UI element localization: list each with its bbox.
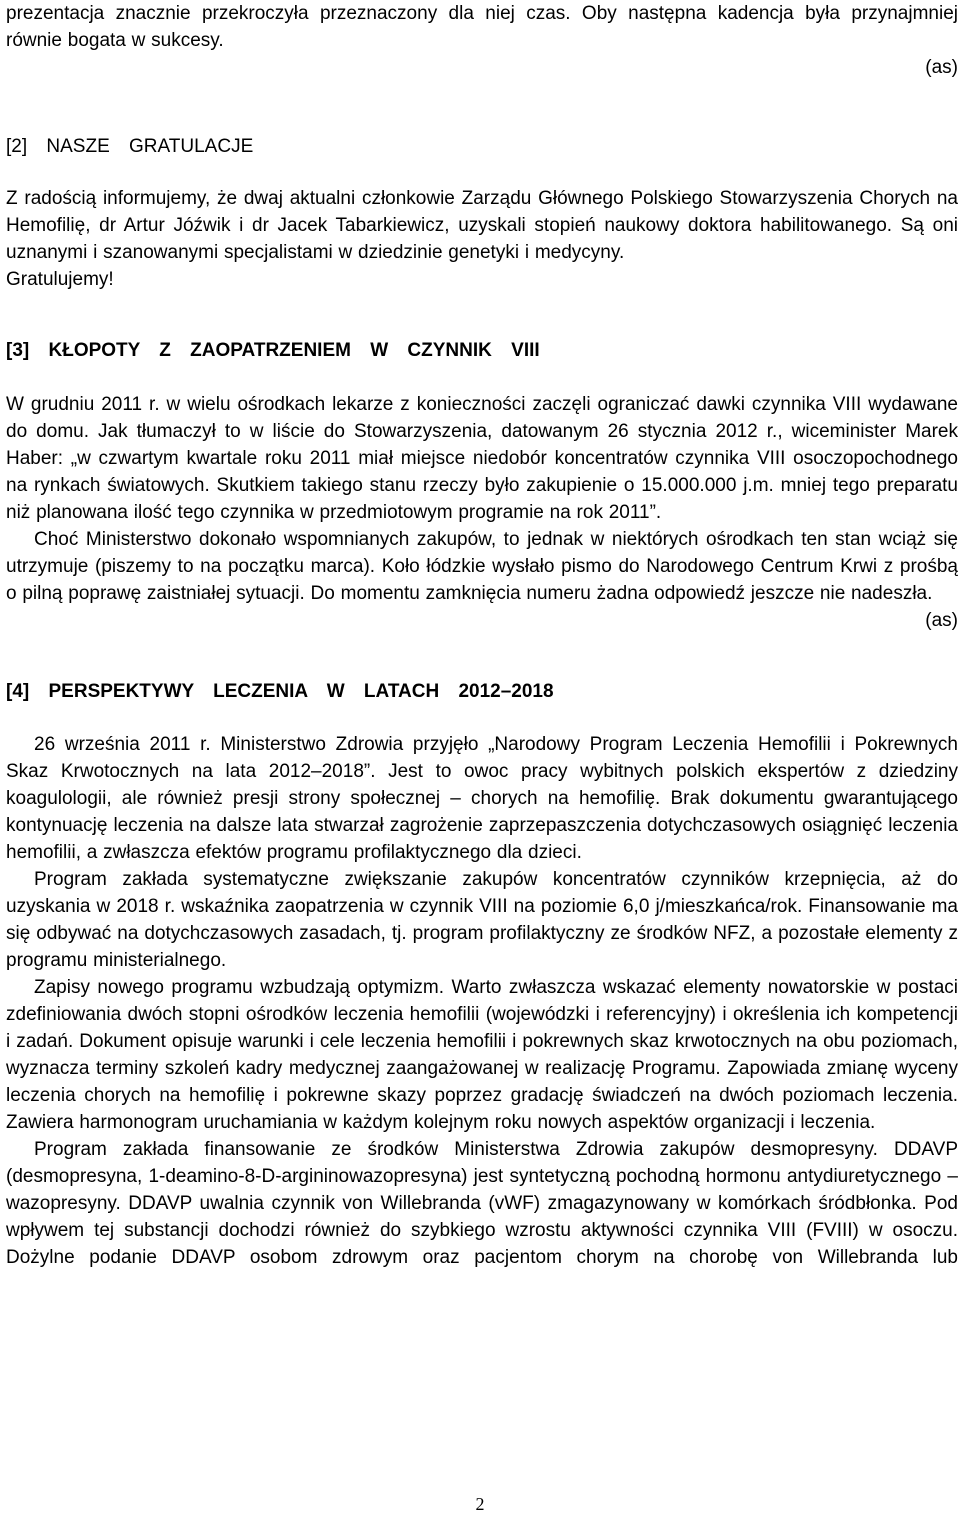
page-number: 2: [475, 1494, 485, 1514]
section-3-heading: [3] KŁOPOTY Z ZAOPATRZENIEM W CZYNNIK VIII: [6, 340, 540, 361]
section-3-paragraph-2: Choć Ministerstwo dokonało wspomnianych zakupów, to jednak w niektórych ośrodkach ten stan wciąż się utrzymuje (piszemy to na początku marca). Koło łódzkie wysłało pismo do Narodowego Centrum Krwi z prośbą o pilną poprawę zaistniałej sytuacji. Do momentu zamknięcia numeru żadna odpowiedź jeszcze nie nadeszła.: [6, 529, 958, 604]
section-3-signature: (as): [925, 610, 958, 631]
section-3-paragraph-1: W grudniu 2011 r. w wielu ośrodkach lekarze z konieczności zaczęli ograniczać dawki czynnika VIII wydawane do domu. Jak tłumaczył to w liście do Stowarzyszenia, datowanym 26 stycznia 2012 r., wiceminister Marek Haber: „w czwartym kwartale roku 2011 miał miejsce niedobór koncentratów czynnika VIII osoczopochodnego na rynkach światowych. Skutkiem takiego stanu rzeczy było zakupienie o 15.000.000 j.m. mniej tego preparatu niż planowana ilość tego czynnika w przedmiotowym programie na rok 2011”.: [6, 394, 958, 523]
section-4-paragraph-1: 26 września 2011 r. Ministerstwo Zdrowia przyjęło „Narodowy Program Leczenia Hemofilii i Pokrewnych Skaz Krwotocznych na lata 2012–2018”. Jest to owoc pracy wybitnych polskich ekspertów z dziedziny koagulologii, ale również presji strony społecznej – chorych na hemofilię. Brak dokumentu gwarantującego kontynuację leczenia na dalsze lata stwarzał zagrożenie zaprzepaszczenia dotychczasowych osiągnięć leczenia hemofilii, a zwłaszcza efektów programu profilaktycznego dla dzieci.: [6, 734, 958, 863]
section-4-paragraph-4: Program zakłada finansowanie ze środków Ministerstwa Zdrowia zakupów desmopresyny. DDAVP (desmopresyna, 1-deamino-8-D-argininowazopresyna) jest syntetyczną pochodną hormonu antydiuretycznego – wazopresyny. DDAVP uwalnia czynnik von Willebranda (vWF) zmagazynowany w komórkach śródbłonka. Pod wpływem tej substancji dochodzi również do szybkiego wzrostu aktywności czynnika VIII (FVIII) w osoczu. Dożylne podanie DDAVP osobom zdrowym oraz pacjentom chorym na chorobę von Willebranda lub: [6, 1139, 958, 1268]
intro-signature: (as): [925, 57, 958, 78]
document-page: [6, 0, 958, 1271]
section-4-paragraph-2: Program zakłada systematyczne zwiększanie zakupów koncentratów czynników krzepnięcia, aż do uzyskania w 2018 r. wskaźnika zaopatrzenia w czynnik VIII na poziomie 6,0 j/mieszkańca/rok. Finansowanie ma się odbywać na dotychczasowych zasadach, tj. program profilaktyczny ze środków NFZ, a pozostałe elementy z programu ministerialnego.: [6, 869, 958, 971]
section-2-closing: Gratulujemy!: [6, 269, 114, 290]
section-4-heading: [4] PERSPEKTYWY LECZENIA W LATACH 2012–2018: [6, 681, 554, 702]
section-2-paragraph: Z radością informujemy, że dwaj aktualni członkowie Zarządu Głównego Polskiego Stowarzyszenia Chorych na Hemofilię, dr Artur Jóźwik i dr Jacek Tabarkiewicz, uzyskali stopień naukowy doktora habilitowanego. Są oni uznanymi i szanowanymi specjalistami w dziedzinie genetyki i medycyny.: [6, 188, 958, 263]
section-2-heading: [2] NASZE GRATULACJE: [6, 136, 254, 157]
intro-paragraph: prezentacja znacznie przekroczyła przeznaczony dla niej czas. Oby następna kadencja była przynajmniej równie bogata w sukcesy.: [6, 3, 958, 51]
section-4-paragraph-3: Zapisy nowego programu wzbudzają optymizm. Warto zwłaszcza wskazać elementy nowatorskie w postaci zdefiniowania dwóch stopni ośrodków leczenia hemofilii (wojewódzki i referencyjny) i określenia ich kompetencji i zadań. Dokument opisuje warunki i cele leczenia hemofilii i pokrewnych skaz krwotocznych na obu poziomach, wyznacza terminy szkoleń kadry medycznej zaangażowanej w realizację Programu. Zapowiada zmianę wyceny leczenia chorych na hemofilię i pokrewne skazy poprzez gradację świadczeń na dwóch poziomach leczenia. Zawiera harmonogram uruchamiania w każdym kolejnym roku nowych aspektów organizacji i leczenia.: [6, 977, 958, 1133]
